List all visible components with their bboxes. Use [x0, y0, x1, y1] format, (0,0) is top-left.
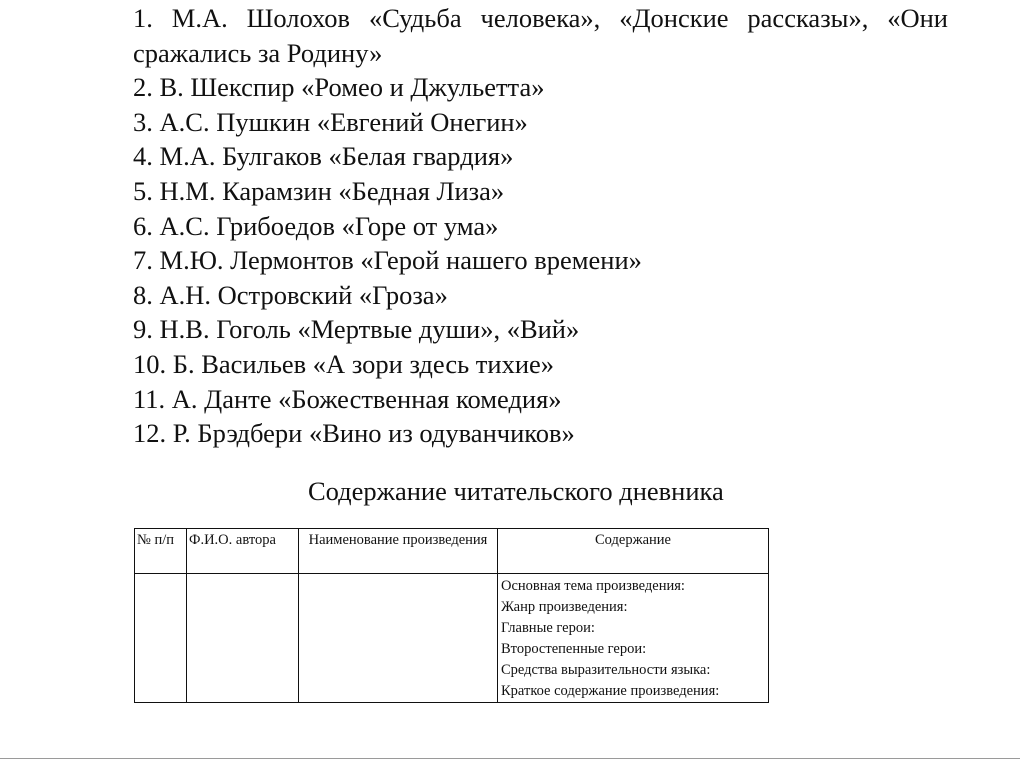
content-line: Краткое содержание произведения: — [501, 683, 720, 699]
reading-diary-table — [134, 528, 769, 703]
reading-list — [133, 1, 948, 451]
list-item: 11. А. Данте «Божественная комедия» — [133, 383, 562, 414]
content-line: Второстепенные герои: — [501, 641, 647, 657]
column-header-content: Содержание — [498, 529, 769, 574]
section-title: Содержание читательского дневника — [308, 476, 724, 506]
list-item: 1. М.А. Шолохов «Судьба человека», «Донские рассказы», «Они сражались за Родину» — [133, 3, 948, 68]
title-cell — [299, 574, 498, 703]
list-item: 5. Н.М. Карамзин «Бедная Лиза» — [133, 175, 505, 206]
content-line: Основная тема произведения: — [501, 578, 685, 594]
column-header-title: Наименование произведения — [299, 529, 498, 574]
list-item: 10. Б. Васильев «А зори здесь тихие» — [133, 348, 555, 379]
column-header-number: № п/п — [135, 529, 187, 574]
list-item: 9. Н.В. Гоголь «Мертвые души», «Вий» — [133, 314, 580, 345]
list-item: 4. М.А. Булгаков «Белая гвардия» — [133, 141, 514, 172]
list-item: 6. А.С. Грибоедов «Горе от ума» — [133, 210, 499, 241]
number-cell — [135, 574, 187, 703]
list-item: 7. М.Ю. Лермонтов «Герой нашего времени» — [133, 245, 642, 276]
list-item: 2. В. Шекспир «Ромео и Джульетта» — [133, 72, 545, 103]
list-item: 12. Р. Брэдбери «Вино из одуванчиков» — [133, 418, 575, 449]
column-header-author: Ф.И.О. автора — [187, 529, 299, 574]
list-item: 8. А.Н. Островский «Гроза» — [133, 279, 448, 310]
table-header-row — [135, 529, 769, 574]
page-divider — [0, 758, 1020, 759]
content-line: Жанр произведения: — [501, 599, 628, 615]
content-line: Главные герои: — [501, 620, 595, 636]
table-row — [135, 574, 769, 703]
content-line: Средства выразительности языка: — [501, 662, 711, 678]
list-item: 3. А.С. Пушкин «Евгений Онегин» — [133, 106, 528, 137]
author-cell — [187, 574, 299, 703]
content-cell — [498, 574, 769, 703]
